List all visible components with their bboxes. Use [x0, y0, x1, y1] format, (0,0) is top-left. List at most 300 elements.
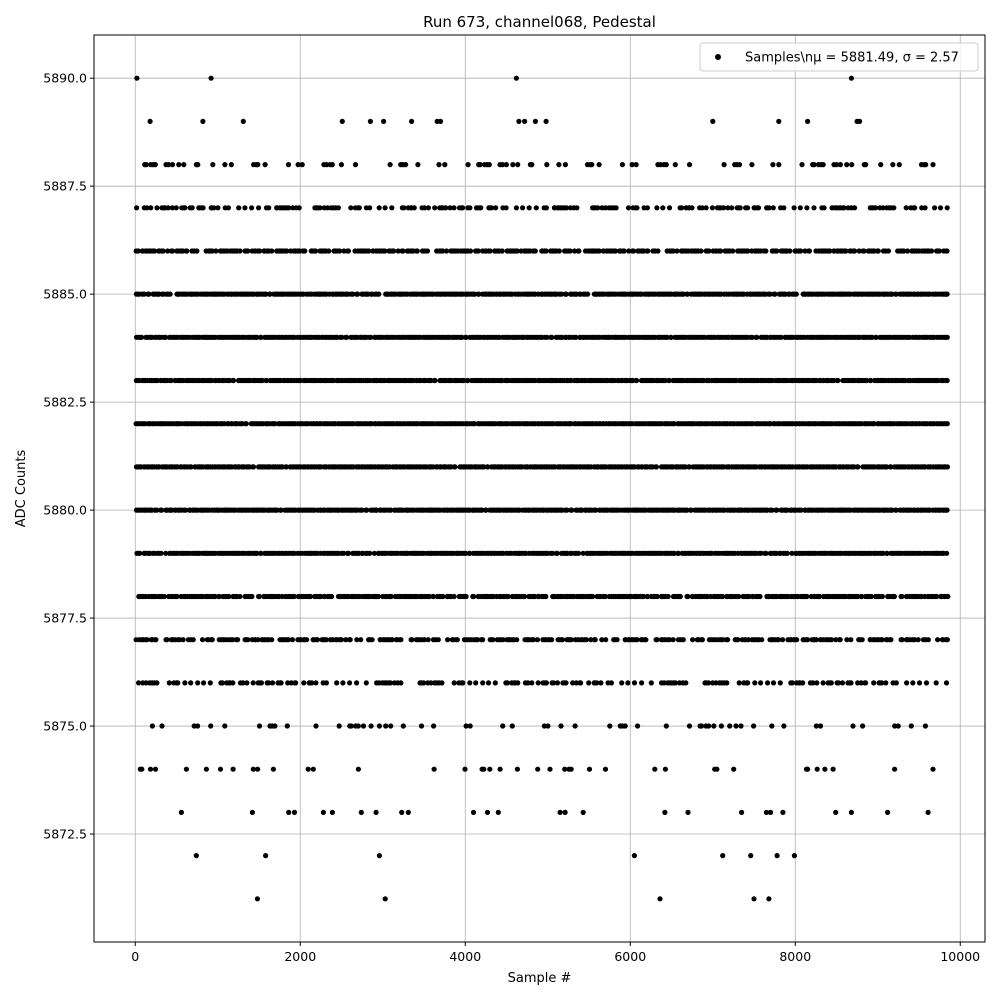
data-point	[510, 723, 515, 728]
data-point	[916, 637, 921, 642]
data-point	[771, 680, 776, 685]
data-point	[195, 680, 200, 685]
data-point	[576, 248, 581, 253]
data-point	[432, 767, 437, 772]
data-point	[706, 723, 711, 728]
data-point	[154, 205, 159, 210]
data-point	[431, 723, 436, 728]
data-point	[849, 76, 854, 81]
y-tick-label: 5890.0	[43, 70, 87, 86]
data-point	[222, 162, 227, 167]
data-point	[821, 162, 826, 167]
data-point	[473, 680, 478, 685]
data-point	[634, 378, 639, 383]
data-point	[306, 767, 311, 772]
data-point	[598, 680, 603, 685]
data-point	[529, 162, 534, 167]
data-point	[944, 680, 949, 685]
data-point	[329, 594, 334, 599]
data-point	[377, 205, 382, 210]
data-point	[302, 248, 307, 253]
data-point	[730, 248, 735, 253]
data-point	[607, 723, 612, 728]
data-point	[330, 810, 335, 815]
data-point	[924, 680, 929, 685]
data-point	[945, 508, 950, 513]
data-point	[383, 723, 388, 728]
data-point	[139, 767, 144, 772]
data-point	[944, 551, 949, 556]
data-point	[737, 162, 742, 167]
data-point	[589, 162, 594, 167]
data-point	[685, 810, 690, 815]
data-point	[831, 767, 836, 772]
data-point	[763, 248, 768, 253]
data-point	[370, 637, 375, 642]
data-point	[718, 248, 723, 253]
data-point	[161, 248, 166, 253]
data-point	[480, 680, 485, 685]
data-point	[945, 594, 950, 599]
data-point	[896, 723, 901, 728]
data-point	[236, 205, 241, 210]
data-point	[725, 637, 730, 642]
x-tick-label: 2000	[284, 949, 317, 964]
data-point	[514, 205, 519, 210]
data-point	[619, 680, 624, 685]
data-point	[368, 119, 373, 124]
data-point	[748, 853, 753, 858]
data-point	[293, 680, 298, 685]
data-point	[671, 637, 676, 642]
data-point	[515, 767, 520, 772]
data-point	[244, 421, 249, 426]
data-point	[840, 680, 845, 685]
data-point	[849, 162, 854, 167]
data-point	[201, 205, 206, 210]
data-point	[315, 637, 320, 642]
data-point	[655, 248, 660, 253]
data-point	[935, 637, 940, 642]
data-point	[909, 723, 914, 728]
data-point	[910, 680, 915, 685]
data-point	[857, 119, 862, 124]
data-point	[560, 637, 565, 642]
data-point	[533, 119, 538, 124]
data-point	[455, 637, 460, 642]
data-point	[586, 680, 591, 685]
data-point	[150, 723, 155, 728]
data-point	[213, 248, 218, 253]
data-point	[406, 810, 411, 815]
data-point	[544, 205, 549, 210]
data-point	[369, 723, 374, 728]
data-point	[687, 162, 692, 167]
data-point	[510, 162, 515, 167]
data-point	[377, 723, 382, 728]
data-point	[945, 205, 950, 210]
data-point	[886, 248, 891, 253]
data-point	[719, 723, 724, 728]
data-point	[844, 162, 849, 167]
data-point	[563, 680, 568, 685]
data-point	[168, 292, 173, 297]
data-point	[462, 767, 467, 772]
data-point	[930, 767, 935, 772]
data-point	[544, 119, 549, 124]
data-point	[153, 767, 158, 772]
data-point	[852, 205, 857, 210]
data-point	[860, 723, 865, 728]
data-point	[945, 335, 950, 340]
data-point	[934, 680, 939, 685]
data-point	[625, 680, 630, 685]
data-point	[487, 767, 492, 772]
data-point	[493, 205, 498, 210]
data-point	[787, 248, 792, 253]
data-point	[738, 205, 743, 210]
data-point	[652, 767, 657, 772]
data-point	[515, 680, 520, 685]
data-point	[639, 680, 644, 685]
data-point	[158, 551, 163, 556]
data-point	[269, 248, 274, 253]
data-point	[266, 205, 271, 210]
data-point	[460, 680, 465, 685]
data-point	[635, 723, 640, 728]
data-point	[891, 205, 896, 210]
data-point	[388, 162, 393, 167]
data-point	[176, 162, 181, 167]
data-point	[929, 248, 934, 253]
data-point	[439, 680, 444, 685]
x-tick-label: 6000	[614, 949, 647, 964]
data-point	[687, 723, 692, 728]
data-point	[923, 723, 928, 728]
data-point	[354, 680, 359, 685]
data-point	[290, 637, 295, 642]
data-point	[700, 637, 705, 642]
data-point	[326, 248, 331, 253]
data-point	[556, 162, 561, 167]
data-point	[188, 680, 193, 685]
data-point	[904, 205, 909, 210]
data-point	[398, 680, 403, 685]
data-point	[300, 162, 305, 167]
data-point	[794, 637, 799, 642]
y-tick-label: 5882.5	[43, 394, 87, 410]
data-point	[340, 119, 345, 124]
data-point	[932, 205, 937, 210]
data-point	[195, 723, 200, 728]
data-point	[359, 810, 364, 815]
data-point	[776, 119, 781, 124]
data-point	[516, 119, 521, 124]
data-point	[811, 205, 816, 210]
x-tick-label: 0	[131, 949, 140, 964]
data-point	[759, 637, 764, 642]
data-point	[438, 119, 443, 124]
data-point	[838, 637, 843, 642]
data-point	[603, 637, 608, 642]
data-point	[222, 723, 227, 728]
data-point	[673, 162, 678, 167]
data-point	[738, 723, 743, 728]
data-point	[403, 162, 408, 167]
data-point	[242, 205, 247, 210]
data-point	[549, 637, 554, 642]
data-point	[231, 378, 236, 383]
data-point	[593, 637, 598, 642]
data-point	[134, 205, 139, 210]
data-point	[780, 810, 785, 815]
data-point	[770, 162, 775, 167]
data-point	[257, 723, 262, 728]
data-point	[622, 248, 627, 253]
data-point	[215, 205, 220, 210]
data-point	[878, 162, 883, 167]
data-point	[467, 205, 472, 210]
data-point	[304, 637, 309, 642]
data-point	[263, 853, 268, 858]
data-point	[269, 637, 274, 642]
data-point	[904, 680, 909, 685]
data-point	[751, 723, 756, 728]
data-point	[339, 162, 344, 167]
data-point	[632, 853, 637, 858]
data-point	[690, 637, 695, 642]
data-point	[752, 680, 757, 685]
data-point	[249, 594, 254, 599]
data-point	[174, 205, 179, 210]
data-point	[218, 767, 223, 772]
data-point	[722, 162, 727, 167]
data-point	[514, 637, 519, 642]
data-point	[488, 248, 493, 253]
data-point	[558, 810, 563, 815]
data-point	[574, 205, 579, 210]
data-point	[681, 637, 686, 642]
data-point	[778, 680, 783, 685]
data-point	[535, 767, 540, 772]
y-tick-label: 5880.0	[43, 502, 87, 518]
data-point	[452, 594, 457, 599]
data-point	[229, 162, 234, 167]
y-tick-label: 5885.0	[43, 286, 87, 302]
data-point	[849, 810, 854, 815]
data-point	[863, 162, 868, 167]
data-point	[662, 810, 667, 815]
data-point	[398, 637, 403, 642]
data-point	[436, 637, 441, 642]
data-point	[487, 162, 492, 167]
data-point	[563, 810, 568, 815]
data-point	[498, 767, 503, 772]
data-point	[645, 205, 650, 210]
data-point	[649, 680, 654, 685]
data-point	[626, 205, 631, 210]
data-point	[209, 76, 214, 81]
data-point	[272, 723, 277, 728]
data-point	[822, 205, 827, 210]
data-point	[576, 551, 581, 556]
data-point	[780, 637, 785, 642]
data-point	[250, 810, 255, 815]
data-point	[923, 205, 928, 210]
data-point	[367, 551, 372, 556]
data-point	[534, 205, 539, 210]
data-point	[255, 162, 260, 167]
data-point	[756, 205, 761, 210]
data-point	[666, 594, 671, 599]
data-point	[892, 767, 897, 772]
data-point	[190, 205, 195, 210]
data-point	[485, 810, 490, 815]
data-point	[244, 680, 249, 685]
data-point	[419, 723, 424, 728]
data-point	[863, 680, 868, 685]
data-point	[632, 680, 637, 685]
data-point	[210, 637, 215, 642]
data-point	[714, 767, 719, 772]
data-point	[153, 637, 158, 642]
data-point	[597, 162, 602, 167]
data-point	[664, 723, 669, 728]
data-point	[255, 896, 260, 901]
data-point	[871, 680, 876, 685]
data-point	[348, 205, 353, 210]
data-point	[134, 76, 139, 81]
data-point	[425, 248, 430, 253]
data-point	[426, 637, 431, 642]
data-point	[769, 723, 774, 728]
data-point	[792, 205, 797, 210]
data-point	[383, 205, 388, 210]
data-point	[415, 248, 420, 253]
data-point	[794, 292, 799, 297]
data-point	[445, 637, 450, 642]
data-point	[415, 162, 420, 167]
data-point	[313, 680, 318, 685]
data-point	[745, 680, 750, 685]
data-point	[614, 205, 619, 210]
data-point	[776, 162, 781, 167]
data-point	[348, 637, 353, 642]
data-point	[340, 680, 345, 685]
data-point	[235, 637, 240, 642]
data-point	[774, 248, 779, 253]
data-point	[945, 292, 950, 297]
data-point	[581, 810, 586, 815]
data-point	[563, 162, 568, 167]
data-point	[182, 205, 187, 210]
data-point	[478, 205, 483, 210]
data-point	[585, 292, 590, 297]
y-axis-label: ADC Counts	[14, 449, 29, 528]
data-point	[514, 76, 519, 81]
legend-label: Samples\nμ = 5881.49, σ = 2.57	[745, 50, 959, 66]
data-point	[412, 205, 417, 210]
data-point	[154, 680, 159, 685]
data-point	[545, 723, 550, 728]
data-point	[757, 594, 762, 599]
data-point	[347, 680, 352, 685]
data-point	[148, 119, 153, 124]
data-point	[500, 248, 505, 253]
data-point	[945, 464, 950, 469]
data-point	[930, 162, 935, 167]
data-point	[749, 162, 754, 167]
data-point	[241, 119, 246, 124]
data-point	[381, 119, 386, 124]
data-point	[807, 248, 812, 253]
data-point	[486, 680, 491, 685]
data-point	[504, 162, 509, 167]
data-point	[805, 637, 810, 642]
data-point	[771, 205, 776, 210]
data-point	[544, 680, 549, 685]
data-point	[573, 723, 578, 728]
y-tick-label: 5887.5	[43, 178, 87, 194]
data-point	[634, 205, 639, 210]
data-point	[850, 723, 855, 728]
data-point	[520, 205, 525, 210]
data-point	[775, 853, 780, 858]
data-point	[535, 637, 540, 642]
data-point	[663, 767, 668, 772]
x-tick-label: 8000	[779, 949, 812, 964]
data-point	[543, 594, 548, 599]
data-point	[829, 680, 834, 685]
data-point	[285, 723, 290, 728]
data-point	[745, 205, 750, 210]
data-point	[578, 680, 583, 685]
data-point	[481, 767, 486, 772]
data-point	[367, 205, 372, 210]
data-point	[364, 680, 369, 685]
data-point	[356, 723, 361, 728]
data-point	[452, 464, 457, 469]
data-point	[148, 205, 153, 210]
data-point	[231, 767, 236, 772]
data-point	[388, 723, 393, 728]
data-point	[321, 810, 326, 815]
data-point	[270, 680, 275, 685]
data-point	[374, 810, 379, 815]
data-point	[945, 421, 950, 426]
data-point	[257, 594, 262, 599]
x-axis-label: Sample #	[507, 971, 572, 986]
data-point	[259, 680, 264, 685]
data-point	[467, 680, 472, 685]
data-point	[292, 810, 297, 815]
data-point	[880, 594, 885, 599]
data-point	[208, 680, 213, 685]
data-point	[391, 248, 396, 253]
y-tick-label: 5877.5	[43, 610, 87, 626]
data-point	[194, 248, 199, 253]
data-point	[860, 637, 865, 642]
data-point	[256, 205, 261, 210]
x-tick-label: 4000	[449, 949, 482, 964]
data-point	[798, 205, 803, 210]
data-point	[698, 248, 703, 253]
data-point	[313, 248, 318, 253]
data-point	[623, 723, 628, 728]
data-point	[504, 205, 509, 210]
data-point	[897, 162, 902, 167]
data-point	[569, 767, 574, 772]
